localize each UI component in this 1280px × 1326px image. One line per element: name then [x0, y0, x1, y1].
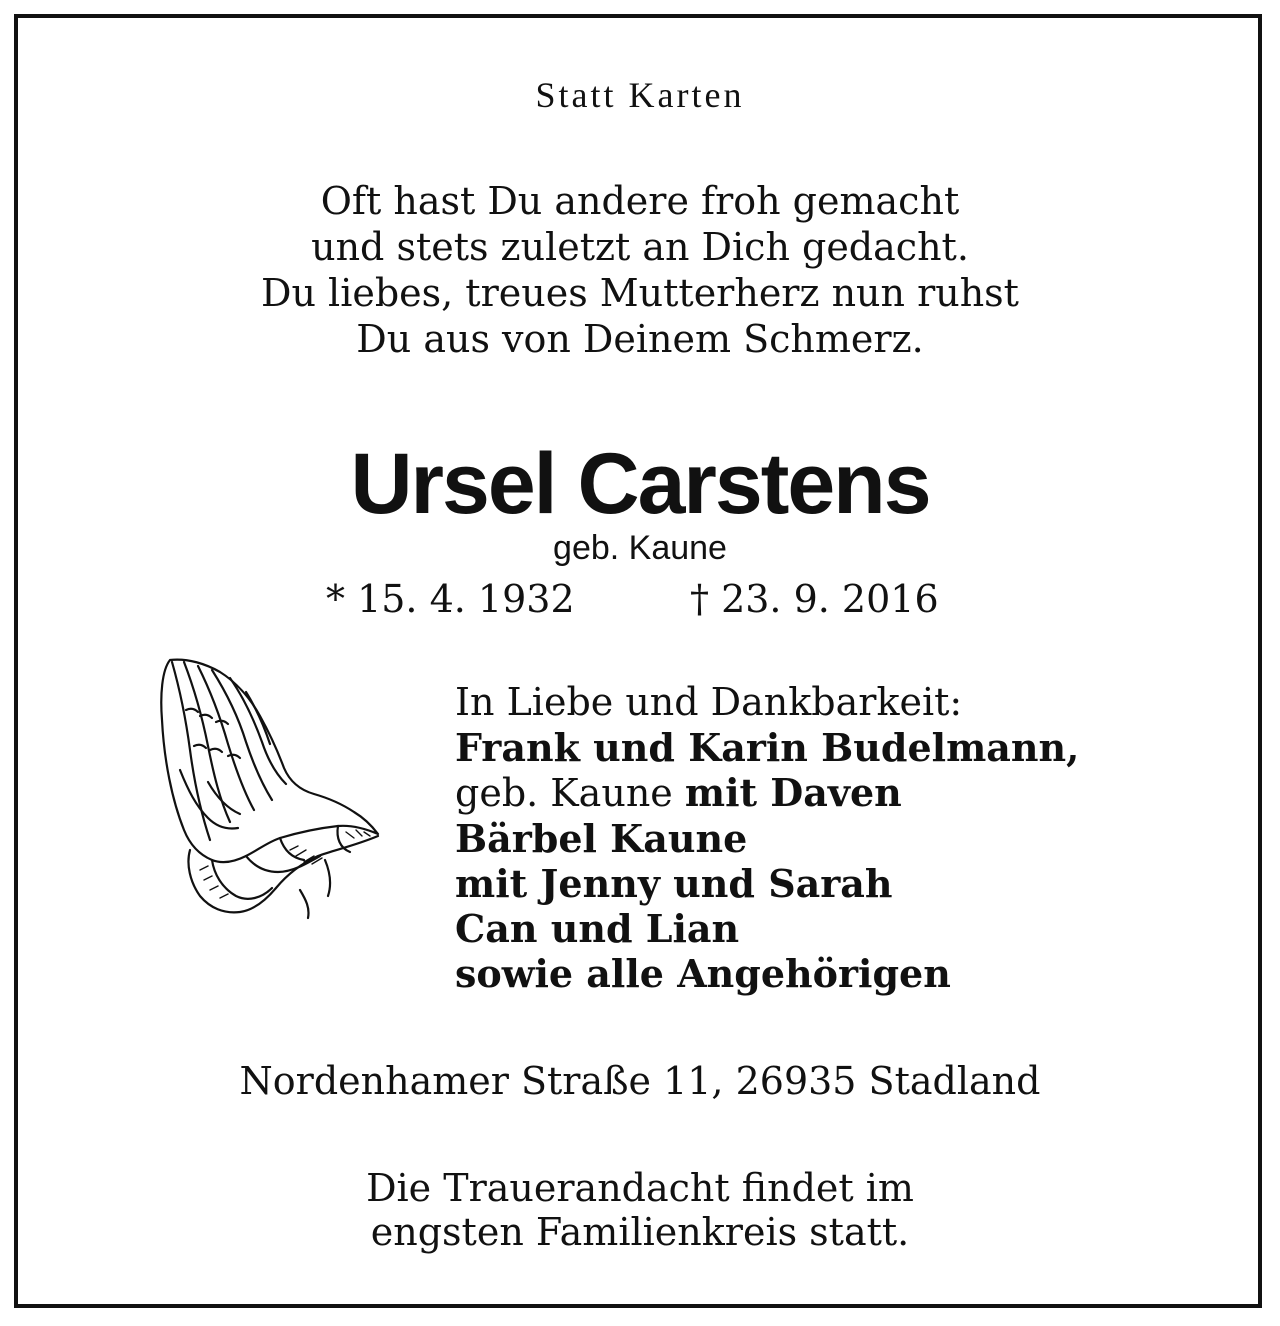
- notice-heading: Statt Karten: [535, 75, 745, 115]
- verse: [0, 178, 1280, 362]
- verse-line: Du aus von Deinem Schmerz.: [356, 317, 924, 361]
- praying-hands-icon: [150, 650, 400, 930]
- verse-line: Du liebes, treues Mutterherz nun ruhst: [261, 271, 1019, 315]
- mourner-line: Bärbel Kaune: [455, 816, 748, 861]
- mourner-line-bold: mit Daven: [684, 770, 902, 815]
- maiden-name: geb. Kaune: [553, 529, 727, 567]
- service-line: engsten Familienkreis statt.: [370, 1210, 910, 1254]
- mourners-block: [455, 680, 1079, 996]
- birth-date: * 15. 4. 1932: [326, 577, 575, 621]
- mourner-line: Can und Lian: [455, 906, 740, 951]
- mourner-line: mit Jenny und Sarah: [455, 861, 893, 906]
- mourners-intro: In Liebe und Dankbarkeit:: [455, 680, 963, 724]
- verse-line: und stets zuletzt an Dich gedacht.: [311, 225, 969, 269]
- verse-line: Oft hast Du andere froh gemacht: [320, 179, 960, 223]
- mourner-line: sowie alle Angehörigen: [455, 951, 951, 996]
- service-line: Die Trauerandacht findet im: [366, 1166, 914, 1210]
- service-note: [0, 1166, 1280, 1254]
- address: Nordenhamer Straße 11, 26935 Stadland: [239, 1059, 1041, 1103]
- deceased-name: Ursel Carstens: [350, 436, 930, 532]
- mourner-line: Frank und Karin Budelmann,: [455, 725, 1080, 770]
- mourner-line: [455, 770, 1079, 816]
- death-date: † 23. 9. 2016: [690, 577, 939, 621]
- mourner-line-regular: geb. Kaune: [455, 771, 685, 815]
